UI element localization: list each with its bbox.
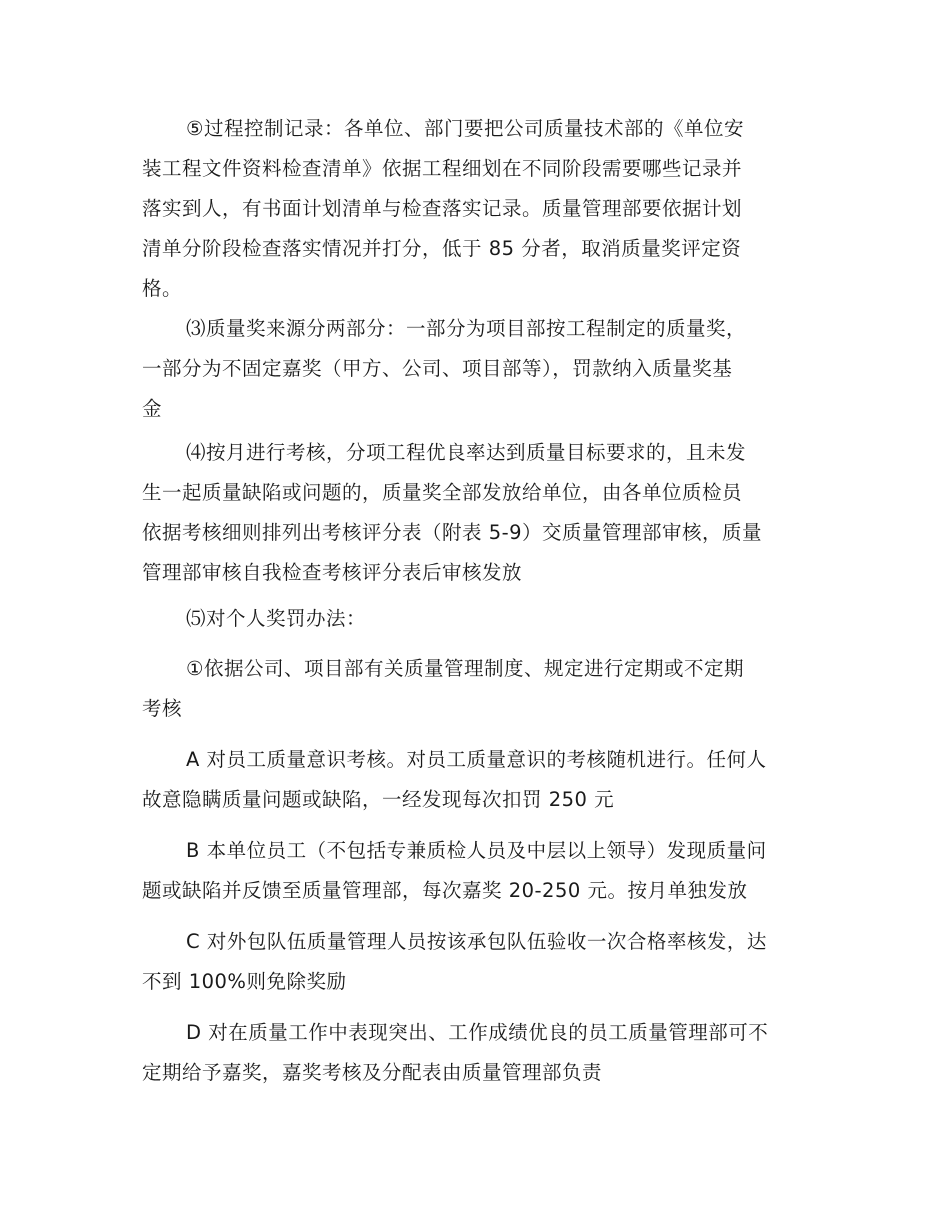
- text-line: 一部分为不固定嘉奖（甲方、公司、项目部等），罚款纳入质量奖基: [142, 357, 733, 380]
- text-line: B 本单位员工（不包括专兼质检人员及中层以上领导）发现质量问: [186, 839, 767, 862]
- text-line: C 对外包队伍质量管理人员按该承包队伍验收一次合格率核发，达: [186, 930, 767, 953]
- paragraph-individual-rewards-heading: [142, 599, 814, 639]
- text-line: ①依据公司、项目部有关质量管理制度、规定进行定期或不定期: [186, 657, 744, 680]
- text-line: 装工程文件资料检查清单》依据工程细划在不同阶段需要哪些记录并: [142, 157, 743, 180]
- text-line: 定期给予嘉奖，嘉奖考核及分配表由质量管理部负责: [142, 1061, 603, 1084]
- paragraph-quality-award-source: [142, 309, 814, 429]
- paragraph-item-a: [142, 740, 814, 820]
- paragraph-item-c: [142, 922, 814, 1002]
- text-line: 生一起质量缺陷或问题的，质量奖全部发放给单位，由各单位质检员: [142, 481, 743, 504]
- text-line: 金: [142, 397, 163, 420]
- paragraph-item-b: [142, 831, 814, 911]
- text-line: 故意隐瞒质量问题或缺陷，一经发现每次扣罚 250 元: [142, 788, 615, 811]
- text-line: 落实到人，有书面计划清单与检查落实记录。质量管理部要依据计划: [142, 197, 743, 220]
- text-line: ⑸对个人奖罚办法：: [186, 607, 367, 630]
- text-line: D 对在质量工作中表现突出、工作成绩优良的员工质量管理部可不: [186, 1021, 769, 1044]
- paragraph-monthly-assessment: [142, 433, 814, 593]
- text-line: ⑶质量奖来源分两部分：一部分为项目部按工程制定的质量奖，: [186, 317, 747, 340]
- paragraph-process-control-record: [142, 109, 814, 309]
- text-line: 依据考核细则排列出考核评分表（附表 5-9）交质量管理部审核，质量: [142, 521, 763, 544]
- text-line: 不到 100%则免除奖励: [142, 970, 347, 993]
- text-line: ⑷按月进行考核，分项工程优良率达到质量目标要求的，且未发: [186, 441, 747, 464]
- paragraph-item-d: [142, 1013, 814, 1093]
- text-line: 格。: [142, 277, 183, 300]
- paragraph-periodic-assessment: [142, 649, 814, 729]
- text-line: 考核: [142, 697, 183, 720]
- text-line: 题或缺陷并反馈至质量管理部，每次嘉奖 20-250 元。按月单独发放: [142, 879, 748, 902]
- text-line: ⑤过程控制记录：各单位、部门要把公司质量技术部的《单位安: [186, 117, 744, 140]
- text-line: 管理部审核自我检查考核评分表后审核发放: [142, 561, 523, 584]
- text-line: 清单分阶段检查落实情况并打分，低于 85 分者，取消质量奖评定资: [142, 237, 742, 260]
- text-line: A 对员工质量意识考核。对员工质量意识的考核随机进行。任何人: [186, 748, 767, 771]
